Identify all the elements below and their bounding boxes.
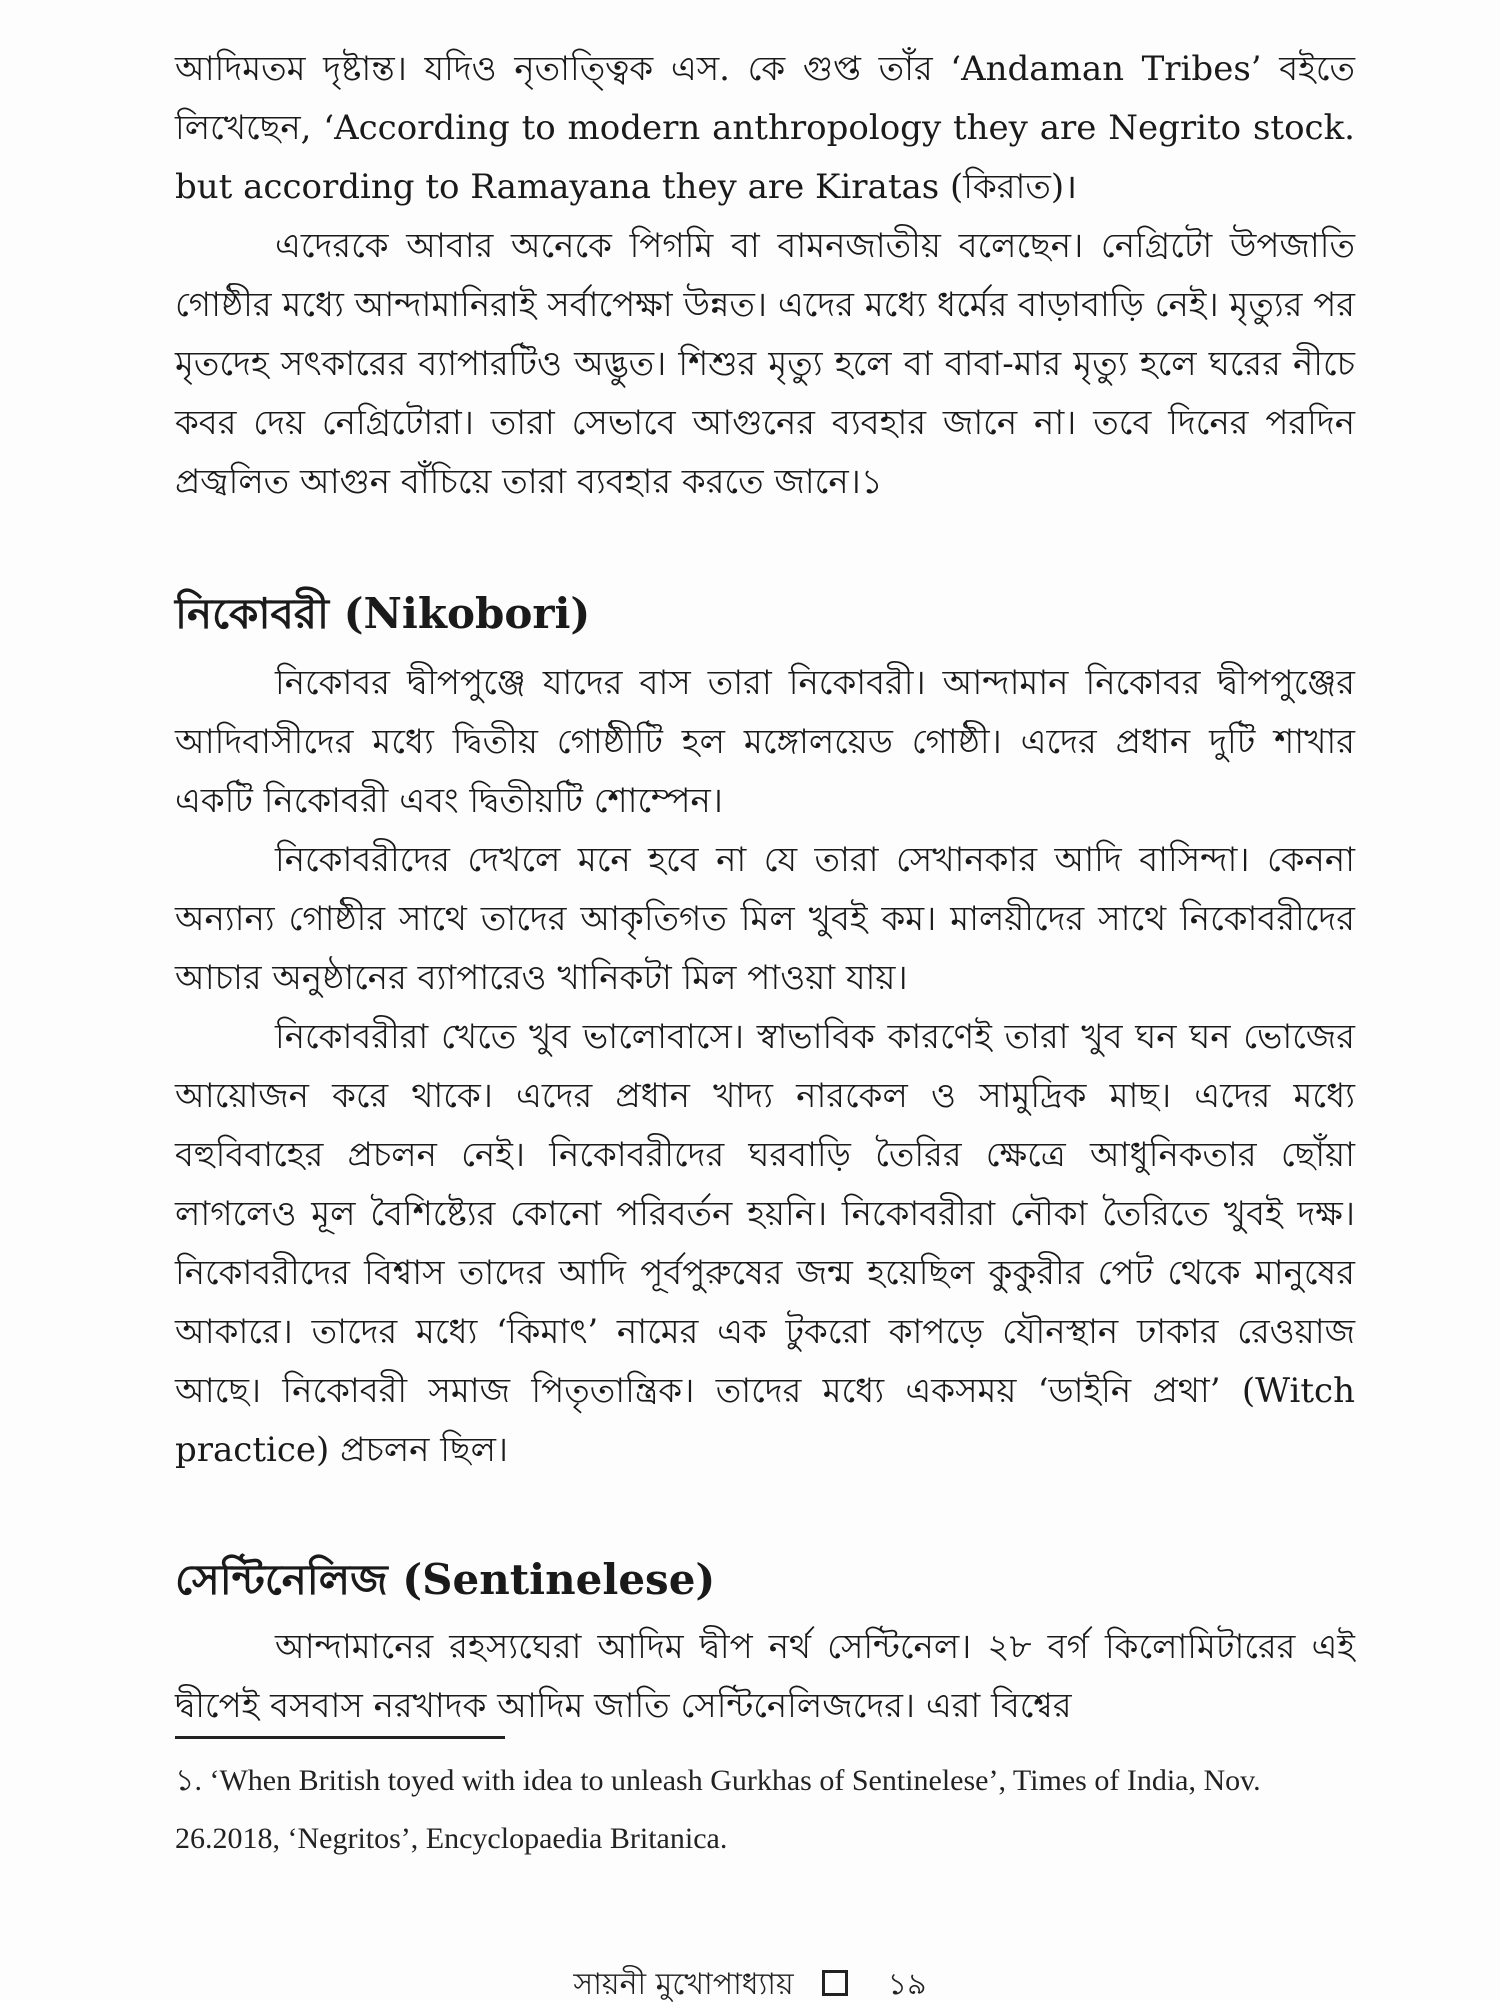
main-text <box>175 40 1355 1736</box>
page-number: ১৯ <box>887 1967 927 2002</box>
paragraph-continued: আদিমতম দৃষ্টান্ত। যদিও নৃতাত্ত্বিক এস. কে গুপ্ত তাঁর ‘Andaman Tribes’ বইতে লিখেছেন, ‘According to modern anthropology they are Negrito stock. but according to Ramayana they are Kiratas (কিরাত)। <box>175 49 1355 207</box>
square-icon <box>822 1970 848 1996</box>
paragraph-nikobori-1: নিকোবর দ্বীপপুঞ্জে যাদের বাস তারা নিকোবরী। আন্দামান নিকোবর দ্বীপপুঞ্জের আদিবাসীদের মধ্যে দ্বিতীয় গোষ্ঠীটি হল মঙ্গোলয়েড গোষ্ঠী। এদের প্রধান দুটি শাখার একটি নিকোবরী এবং দ্বিতীয়টি শোম্পেন। <box>175 663 1355 821</box>
paragraph-nikobori-2: নিকোবরীদের দেখলে মনে হবে না যে তারা সেখানকার আদি বাসিন্দা। কেননা অন্যান্য গোষ্ঠীর সাথে তাদের আকৃতিগত মিল খুবই কম। মালয়ীদের সাথে নিকোবরীদের আচার অনুষ্ঠানের ব্যাপারেও খানিকটা মিল পাওয়া যায়। <box>175 840 1355 998</box>
page-footer <box>0 1960 1500 2011</box>
paragraph-pygmy: এদেরকে আবার অনেকে পিগমি বা বামনজাতীয় বলেছেন। নেগ্রিটো উপজাতি গোষ্ঠীর মধ্যে আন্দামানিরাই সর্বাপেক্ষা উন্নত। এদের মধ্যে ধর্মের বাড়াবাড়ি নেই। মৃত্যুর পর মৃতদেহ সৎকারের ব্যাপারটিও অদ্ভুত। শিশুর মৃত্যু হলে বা বাবা-মার মৃত্যু হলে ঘরের নীচে কবর দেয় নেগ্রিটোরা। তারা সেভাবে আগুনের ব্যবহার জানে না। তবে দিনের পরদিন প্রজ্বলিত আগুন বাঁচিয়ে তারা ব্যবহার করতে জানে।১ <box>175 226 1355 502</box>
footer-author: সায়নী মুখোপাধ্যায় <box>573 1967 794 2002</box>
paragraph-sentinelese-1: আন্দামানের রহস্যঘেরা আদিম দ্বীপ নর্থ সেন্টিনেল। ২৮ বর্গ কিলোমিটারের এই দ্বীপেই বসবাস নরখাদক আদিম জাতি সেন্টিনেলিজদের। এরা বিশ্বের <box>175 1627 1355 1726</box>
paragraph-nikobori-3: নিকোবরীরা খেতে খুব ভালোবাসে। স্বাভাবিক কারণেই তারা খুব ঘন ঘন ভোজের আয়োজন করে থাকে। এদের প্রধান খাদ্য নারকেল ও সামুদ্রিক মাছ। এদের মধ্যে বহুবিবাহের প্রচলন নেই। নিকোবরীদের ঘরবাড়ি তৈরির ক্ষেত্রে আধুনিকতার ছোঁয়া লাগলেও মূল বৈশিষ্ট্যের কোনো পরিবর্তন হয়নি। নিকোবরীরা নৌকা তৈরিতে খুবই দক্ষ। নিকোবরীদের বিশ্বাস তাদের আদি পূর্বপুরুষের জন্ম হয়েছিল কুকুরীর পেট থেকে মানুষের আকারে। তাদের মধ্যে ‘কিমাৎ’ নামের এক টুকরো কাপড়ে যৌনস্থান ঢাকার রেওয়াজ আছে। নিকোবরী সমাজ পিতৃতান্ত্রিক। তাদের মধ্যে একসময় ‘ডাইনি প্রথা’ (Witch practice) প্রচলন ছিল। <box>175 1017 1355 1470</box>
footnote: ১. ‘When British toyed with idea to unleash Gurkhas of Sentinelese’, Times of India, Nov. 26.2018, ‘Negritos’, Encyclopaedia Britanica. <box>175 1764 1261 1855</box>
heading-sentinelese: সেন্টিনেলিজ (Sentinelese) <box>175 1555 716 1604</box>
heading-nikobori: নিকোবরী (Nikobori) <box>175 589 591 638</box>
footnote-divider <box>175 1736 505 1739</box>
